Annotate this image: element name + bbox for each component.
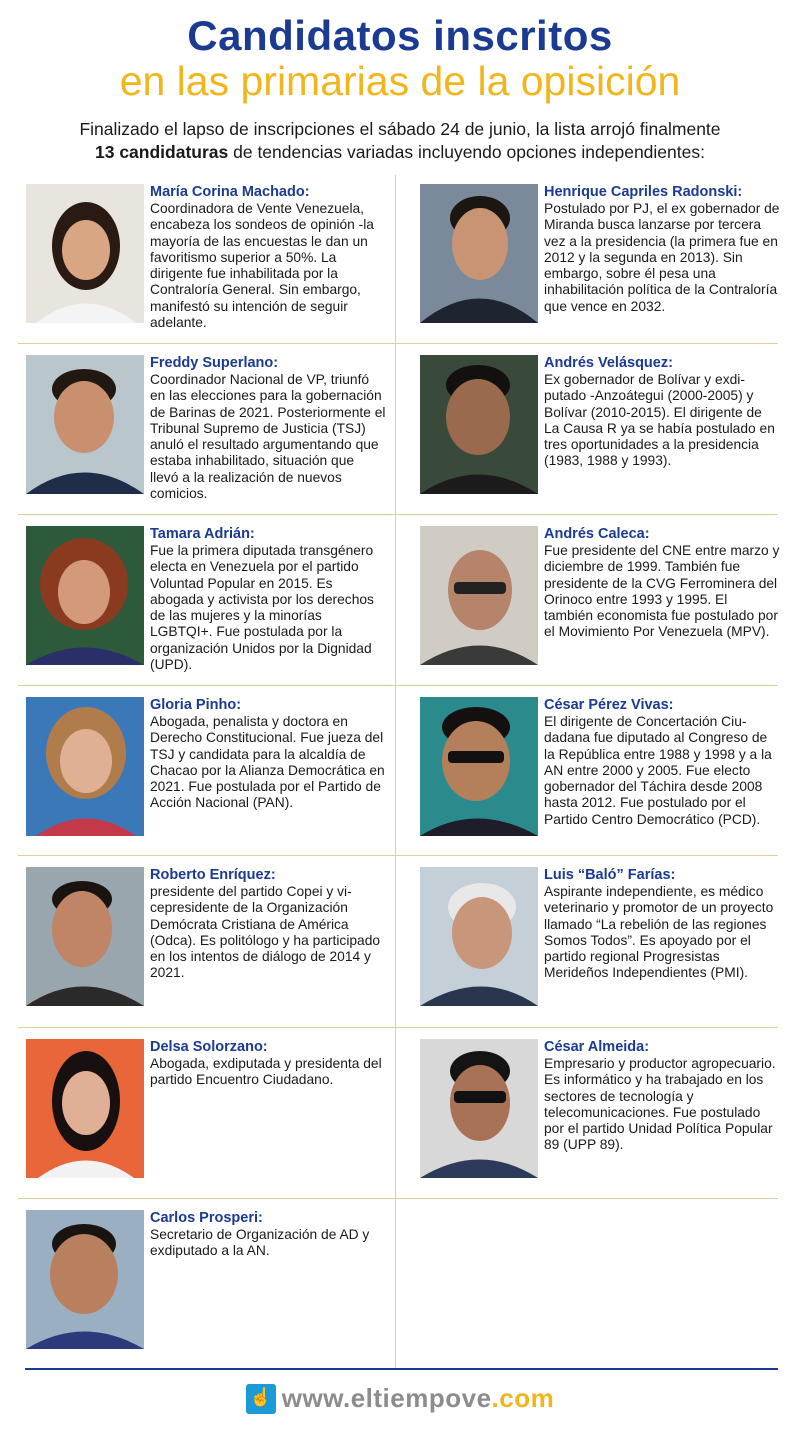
footer	[0, 1383, 800, 1423]
candidate-card	[18, 175, 388, 343]
candidate-name: Luis “Baló” Farías:	[544, 867, 676, 883]
candidate-name: Roberto Enríquez:	[150, 867, 276, 883]
candidate-photo	[420, 526, 538, 665]
candidate-name: Andrés Caleca:	[544, 526, 650, 542]
intro-part2: de tendencias variadas incluyendo opciones independientes:	[228, 142, 705, 162]
candidate-name: Freddy Superlano:	[150, 355, 279, 371]
candidate-card	[18, 688, 388, 856]
candidate-photo	[26, 1039, 144, 1178]
candidate-card	[412, 1030, 782, 1198]
candidate-name: Delsa Solorzano:	[150, 1039, 268, 1055]
candidate-name: Andrés Velásquez:	[544, 355, 673, 371]
row-divider-1	[18, 343, 778, 344]
candidate-card	[412, 175, 782, 343]
candidate-description: Abogada, penalista y doctora en Derecho Constitucional. Fue jueza del TSJ y candidata para la alcaldía de Chacao por la Alianza Democrática en 2021. Fue postulada por el Partido de Acción Nacional (PAN).	[150, 714, 385, 811]
candidate-photo	[420, 355, 538, 494]
candidate-card	[412, 517, 782, 685]
candidate-card	[18, 346, 388, 514]
candidate-card	[18, 1030, 388, 1198]
candidate-description: Empresario y productor agropecuario. Es informático y ha trabajado en los sectores de tecnología y telecomunicaciones. Fue postulado por el partido Unidad Política Popular 89 (UPP 89).	[544, 1056, 776, 1153]
row-divider-2	[18, 514, 778, 515]
intro-text	[20, 118, 780, 164]
candidate-card	[18, 858, 388, 1026]
candidate-photo	[26, 697, 144, 836]
candidate-photo	[26, 1210, 144, 1349]
candidate-photo	[420, 867, 538, 1006]
url-prefix: www.	[281, 1383, 351, 1413]
candidate-description: Secretario de Organización de AD y exdiputado a la AN.	[150, 1227, 370, 1259]
candidate-card	[18, 1201, 388, 1369]
row-divider-3	[18, 685, 778, 686]
logo-glyph: ☝	[249, 1386, 272, 1407]
footer-divider	[25, 1368, 778, 1370]
candidate-photo	[26, 867, 144, 1006]
candidate-description: Fue la primera diputada transgénero electa en Venezuela por el partido Voluntad Popular en 2015. Es abogada y activista por los derechos de las mujeres y la minorías LGBTQI+. Fue postulada por la organización Unidos por la Dignidad (UPD).	[150, 543, 374, 673]
candidate-description: presidente del partido Copei y vicepresidente de la Organización Demócrata Cristiana de América (Odca). Es politólogo y ha participado en los intentos de diálogo de 2014 y 2021.	[150, 884, 381, 981]
candidate-name: César Pérez Vivas:	[544, 697, 674, 713]
candidates-grid	[18, 175, 778, 1370]
row-divider-6	[18, 1198, 778, 1199]
candidate-photo	[420, 1039, 538, 1178]
candidate-description: Ex gobernador de Bolívar y exdiputado -Anzoátegui (2000-2005) y Bolívar (2010-2015). El dirigente de La Causa R ya se había postulado en tres oportunidades a la presidencia (1983, 1988 y 1993).	[544, 372, 775, 469]
candidate-card	[18, 517, 388, 685]
candidate-description: Coordinadora de Vente Venezuela, encabeza los sondeos de opinión -la mayoría de las encuestas le dan un favoritismo superior a 50%. La dirigente fue inhabilitada por la Contraloría General. Sin embargo, manifestó su intención de seguir adelante.	[150, 201, 374, 331]
intro-part1: Finalizado el lapso de inscripciones el sábado 24 de junio, la lista arrojó finalmente	[79, 119, 721, 139]
candidate-photo	[26, 355, 144, 494]
url-domain: eltiempove	[350, 1383, 492, 1413]
hand-logo-icon	[246, 1384, 276, 1414]
row-divider-5	[18, 1027, 778, 1028]
page-title-line2: en las primarias de la opisición	[119, 58, 681, 104]
candidate-photo	[420, 697, 538, 836]
candidate-description: Aspirante independiente, es médico veterinario y promotor de un proyecto llamado “La rebelión de las regiones Somos Todos”. Es apoyado por el partido regional Progresistas Merideños Independientes (PMI).	[544, 884, 774, 981]
candidate-card	[412, 688, 782, 856]
candidate-photo	[26, 184, 144, 323]
candidate-description: Postulado por PJ, el ex gobernador de Miranda busca lanzarse por tercera vez a la presidencia (la primera fue en 2012 y la segunda en 2013). Sin embargo, sobre él pesa una inhabilitación política de la Contraloría que vence en 2032.	[544, 201, 780, 314]
candidate-card	[412, 346, 782, 514]
intro-bold: 13 candidaturas	[95, 142, 229, 162]
site-url[interactable]	[282, 1383, 554, 1414]
candidate-name: María Corina Machado:	[150, 184, 310, 200]
candidate-card	[412, 858, 782, 1026]
candidate-description: Fue presidente del CNE entre marzo y diciembre de 1999. También fue presidente de la CVG Ferrominera del Orinoco entre 1993 y 1995. El también economista fue postulado por el Movimiento Por Venezuela (MPV).	[544, 543, 780, 640]
candidate-description: Abogada, exdiputada y presidenta del partido Encuentro Ciudadano.	[150, 1056, 382, 1088]
candidate-description: Coordinador Nacional de VP, triunfó en las elecciones para la gobernación de Barinas de 2021. Posteriormente el Tribunal Supremo de Justicia (TSJ) anuló el resultado argumentando que estaba inhabilitado, situación que llevó a la realización de nuevos comicios.	[150, 372, 386, 502]
candidate-name: Carlos Prosperi:	[150, 1210, 263, 1226]
candidate-photo	[420, 184, 538, 323]
candidate-name: Henrique Capriles Radonski:	[544, 184, 743, 200]
candidate-name: César Almeida:	[544, 1039, 650, 1055]
candidate-name: Tamara Adrián:	[150, 526, 255, 542]
candidate-photo	[26, 526, 144, 665]
column-divider	[395, 175, 396, 1370]
page-title-line1: Candidatos inscritos	[187, 12, 613, 59]
candidate-name: Gloria Pinho:	[150, 697, 242, 713]
url-suffix: .com	[491, 1383, 555, 1413]
candidate-description: El dirigente de Concertación Ciudadana fue diputado al Congreso de la República entre 1988 y 1998 y a la AN entre 2000 y 2005. Fue electo gobernador del Táchira desde 2008 hasta 2012. Fue postulado por el Partido Centro Democrático (PCD).	[544, 714, 772, 827]
